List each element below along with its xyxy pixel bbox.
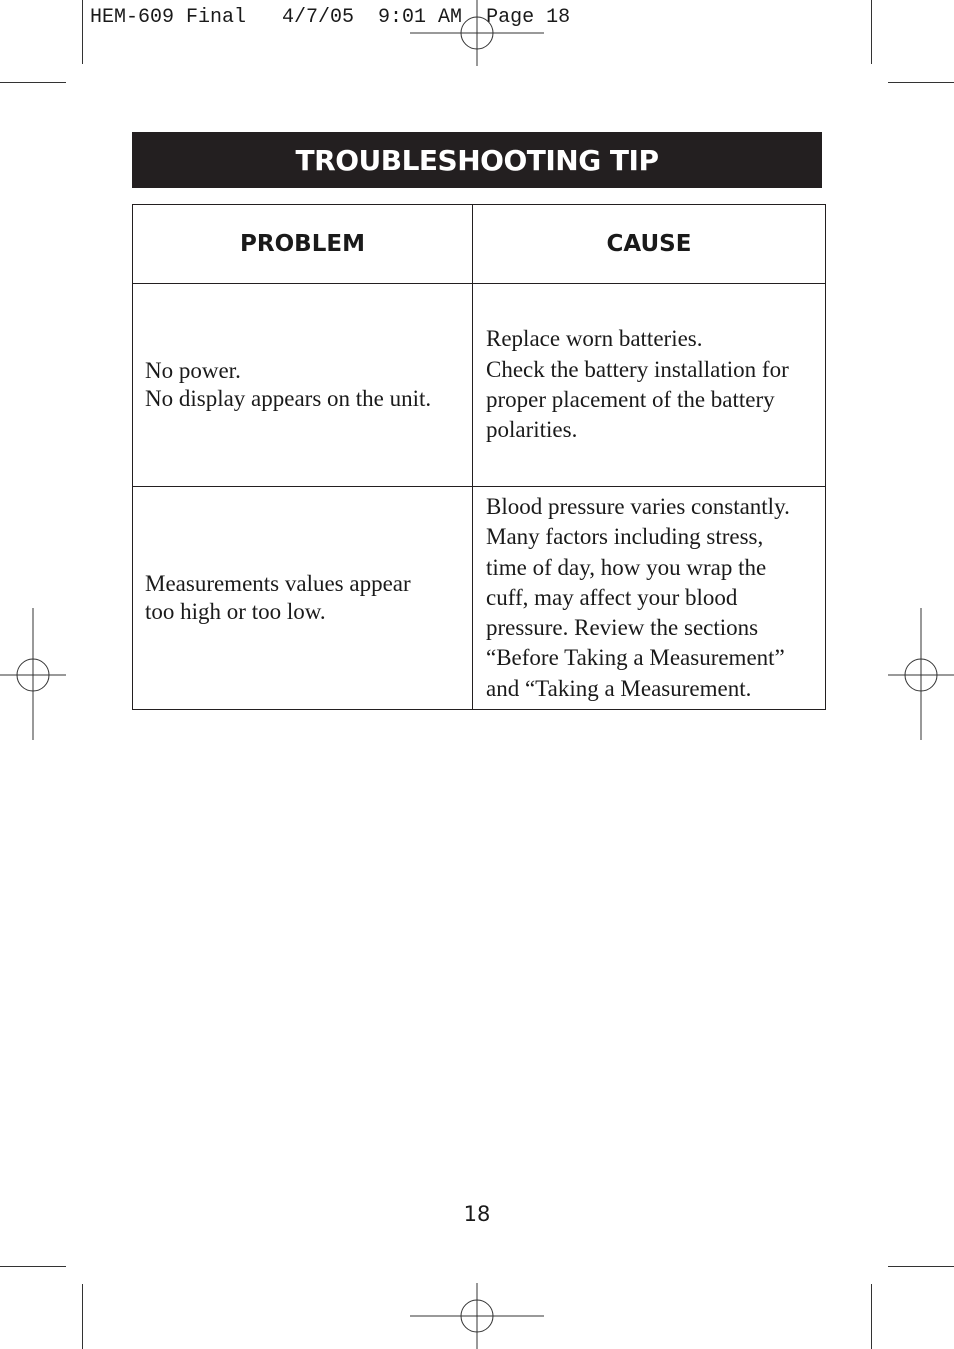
problem-cell [133, 487, 473, 710]
page-number: 18 [463, 1202, 491, 1226]
cause-cell [473, 284, 826, 487]
cause-cell [473, 487, 826, 710]
table-header-row [133, 205, 826, 284]
cause-line: proper placement of the battery [486, 387, 775, 412]
cause-line: time of day, how you wrap the [486, 554, 767, 580]
crop-mark [871, 1284, 872, 1349]
crop-mark [871, 0, 872, 64]
crop-mark [82, 0, 83, 64]
registration-mark-top [410, 0, 544, 66]
cause-line: and “Taking a Measurement. [486, 675, 752, 701]
crop-mark [82, 1284, 83, 1349]
cause-line: Blood pressure varies constantly. [486, 493, 790, 519]
cause-line: Check the battery installation for [486, 356, 789, 382]
table-row [133, 284, 826, 487]
registration-mark-left [0, 608, 66, 740]
cause-line: pressure. Review the sections [486, 615, 759, 641]
crop-mark [0, 82, 66, 83]
cause-line: Many factors including stress, [486, 524, 764, 550]
crop-mark [888, 1266, 954, 1267]
registration-mark-bottom [410, 1283, 544, 1349]
page-title: TROUBLESHOOTING TIP [132, 132, 822, 188]
cause-line: Replace worn batteries. [486, 326, 703, 352]
cause-line: “Before Taking a Measurement” [486, 645, 785, 671]
table-row [133, 487, 826, 710]
problem-line: No power. [145, 358, 241, 383]
cause-line: polarities. [486, 417, 578, 443]
problem-line: too high or too low. [145, 599, 326, 624]
problem-line: No display appears on the unit. [145, 386, 432, 411]
cause-line: cuff, may affect your blood [486, 584, 738, 610]
problem-cell [133, 284, 473, 487]
printer-slug: HEM-609 Final 4/7/05 9:01 AM Page 18 [90, 6, 571, 29]
crop-mark [888, 82, 954, 83]
problem-column-header: PROBLEM [133, 205, 473, 284]
troubleshooting-table [132, 204, 826, 710]
registration-mark-right [888, 608, 954, 740]
crop-mark [0, 1266, 66, 1267]
problem-line: Measurements values appear [145, 571, 411, 596]
cause-column-header: CAUSE [473, 205, 826, 284]
